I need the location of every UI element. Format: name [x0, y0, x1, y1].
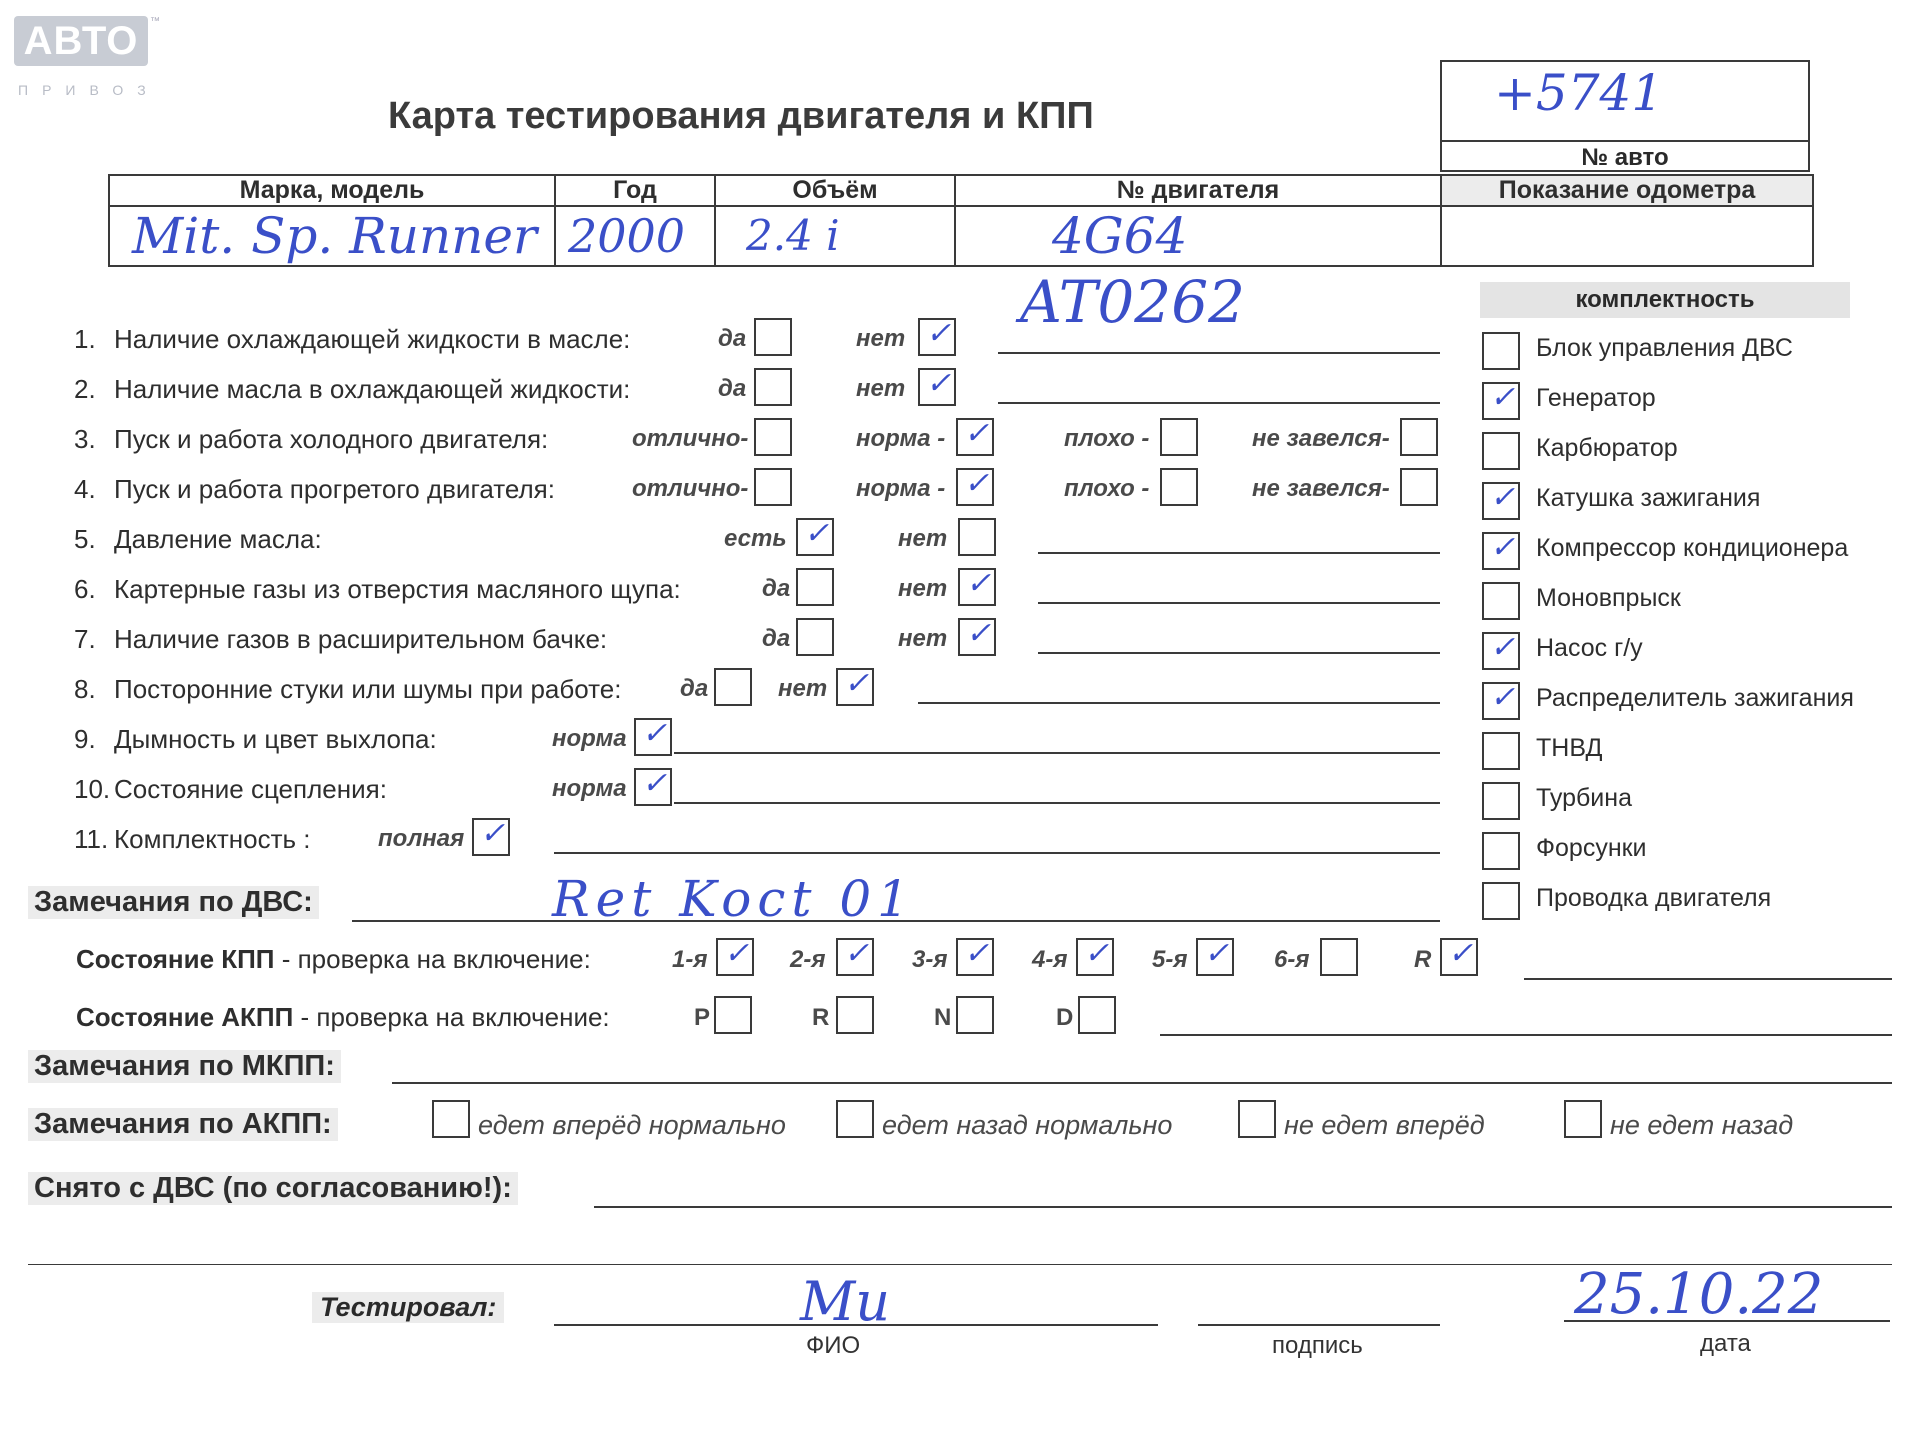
check-mark: ✓	[964, 936, 990, 971]
engine-number-extra: AT0262	[1020, 268, 1246, 336]
fio-caption: ФИО	[806, 1332, 861, 1359]
mkpp-notes-label: Замечания по МКПП:	[28, 1050, 341, 1083]
komplekt-item-label: Форсунки	[1536, 834, 1647, 862]
komplekt-checkbox[interactable]	[1482, 882, 1520, 920]
gear-label: 6-я	[1274, 946, 1310, 973]
item-number: 7.	[74, 624, 96, 654]
akpp-line	[1160, 1034, 1892, 1036]
komplekt-item-label: Моновпрыск	[1536, 584, 1681, 612]
option-label: не завелся-	[1252, 475, 1390, 502]
komplekt-item-label: Генератор	[1536, 384, 1656, 412]
mode-label: N	[934, 1004, 952, 1031]
akpp-notes-label: Замечания по АКПП:	[28, 1108, 338, 1141]
cell-year[interactable]	[555, 206, 715, 266]
check-mark: ✓	[964, 466, 990, 501]
option-checkbox[interactable]	[956, 418, 994, 456]
option-label: отлично-	[632, 425, 749, 452]
item-label: Состояние сцепления:	[114, 774, 387, 804]
check-mark: ✓	[1490, 380, 1516, 415]
option-label: норма -	[856, 475, 946, 502]
option-checkbox[interactable]	[754, 418, 792, 456]
option-label: плохо -	[1064, 475, 1150, 502]
option-checkbox[interactable]	[956, 468, 994, 506]
item-label: Давление масла:	[114, 524, 322, 554]
item-number: 10.	[74, 774, 111, 804]
option-checkbox[interactable]	[754, 368, 792, 406]
cell-make-model[interactable]	[109, 206, 555, 266]
option-checkbox[interactable]	[1400, 418, 1438, 456]
dvs-notes-value[interactable]: Ret Koct 01	[552, 870, 915, 928]
option-checkbox[interactable]	[958, 568, 996, 606]
komplekt-checkbox[interactable]	[1482, 532, 1520, 570]
check-mark: ✓	[480, 816, 506, 851]
option-label: норма -	[856, 425, 946, 452]
item-label: Посторонние стуки или шумы при работе:	[114, 674, 622, 704]
option-label: да	[762, 575, 791, 602]
comment-line[interactable]	[998, 352, 1440, 354]
akpp-note-label: не едет назад	[1610, 1110, 1794, 1140]
item-label: Наличие охлаждающей жидкости в масле:	[114, 324, 631, 354]
komplekt-checkbox[interactable]	[1482, 782, 1520, 820]
check-mark: ✓	[966, 616, 992, 651]
logo-text: АВТО	[14, 16, 148, 66]
option-label: нет	[856, 325, 906, 352]
komplekt-item-label: Блок управления ДВС	[1536, 334, 1793, 362]
item-number: 5.	[74, 524, 96, 554]
option-label: да	[718, 375, 747, 402]
option-label: нет	[856, 375, 906, 402]
check-mark: ✓	[1490, 480, 1516, 515]
komplekt-checkbox[interactable]	[1482, 582, 1520, 620]
date-caption: дата	[1700, 1330, 1751, 1357]
item-number: 4.	[74, 474, 96, 504]
gear-checkbox[interactable]	[836, 938, 874, 976]
option-label: нет	[898, 575, 948, 602]
check-mark: ✓	[844, 666, 870, 701]
removed-label: Снято с ДВС (по согласованию!):	[28, 1172, 518, 1205]
gear-checkbox[interactable]	[1196, 938, 1234, 976]
item-label: Наличие газов в расширительном бачке:	[114, 624, 608, 654]
volume-value: 2.4 i	[746, 211, 840, 260]
gear-checkbox[interactable]	[716, 938, 754, 976]
akpp-note-checkbox[interactable]	[836, 1100, 874, 1138]
comment-line[interactable]	[674, 802, 1440, 804]
check-mark: ✓	[964, 416, 990, 451]
column-volume: Объём	[715, 175, 955, 206]
komplekt-checkbox[interactable]	[1482, 832, 1520, 870]
check-mark: ✓	[1490, 680, 1516, 715]
option-label: да	[718, 325, 747, 352]
gear-label: 3-я	[912, 946, 948, 973]
komplekt-checkbox[interactable]	[1482, 682, 1520, 720]
item-number: 1.	[74, 324, 96, 354]
item-label: Пуск и работа холодного двигателя:	[114, 424, 549, 454]
gear-label: 5-я	[1152, 946, 1188, 973]
akpp-note-label: едет вперёд нормально	[478, 1110, 786, 1140]
option-label: полная	[378, 825, 465, 852]
cell-volume[interactable]	[715, 206, 955, 266]
komplekt-item-label: Карбюратор	[1536, 434, 1678, 462]
mode-checkbox[interactable]	[836, 996, 874, 1034]
column-engine-number: № двигателя	[955, 175, 1441, 206]
option-label: нет	[898, 525, 948, 552]
komplekt-item-label: Турбина	[1536, 784, 1632, 812]
check-mark: ✓	[642, 766, 668, 801]
make-model-value: Mit. Sp. Runner	[132, 207, 537, 265]
option-checkbox[interactable]	[472, 818, 510, 856]
option-label: не завелся-	[1252, 425, 1390, 452]
komplekt-checkbox[interactable]	[1482, 382, 1520, 420]
check-mark: ✓	[1084, 936, 1110, 971]
check-mark: ✓	[1490, 630, 1516, 665]
auto-number-box	[1440, 60, 1810, 172]
year-value: 2000	[568, 209, 686, 263]
check-mark: ✓	[642, 716, 668, 751]
option-checkbox[interactable]	[796, 568, 834, 606]
komplekt-item-label: Насос г/у	[1536, 634, 1643, 662]
comment-line[interactable]	[554, 852, 1440, 854]
item-label: Комплектность :	[114, 824, 311, 854]
check-mark: ✓	[926, 366, 952, 401]
comment-line[interactable]	[998, 402, 1440, 404]
option-label: да	[762, 625, 791, 652]
komplekt-item-label: Распределитель зажигания	[1536, 684, 1854, 712]
comment-line[interactable]	[1038, 652, 1440, 654]
item-number: 2.	[74, 374, 96, 404]
gear-checkbox[interactable]	[1440, 938, 1478, 976]
option-checkbox[interactable]	[754, 318, 792, 356]
item-label: Пуск и работа прогретого двигателя:	[114, 474, 555, 504]
komplekt-item-label: Компрессор кондиционера	[1536, 534, 1849, 562]
check-mark: ✓	[724, 936, 750, 971]
cell-odometer[interactable]	[1441, 206, 1813, 266]
engine-number-value: 4G64	[1052, 207, 1188, 265]
akpp-note-checkbox[interactable]	[1564, 1100, 1602, 1138]
option-checkbox[interactable]	[796, 518, 834, 556]
akpp-note-checkbox[interactable]	[1238, 1100, 1276, 1138]
comment-line[interactable]	[918, 702, 1440, 704]
check-mark: ✓	[1490, 530, 1516, 565]
komplekt-checkbox[interactable]	[1482, 632, 1520, 670]
gear-checkbox[interactable]	[956, 938, 994, 976]
column-odometer: Показание одометра	[1441, 175, 1813, 206]
option-label: плохо -	[1064, 425, 1150, 452]
check-mark: ✓	[966, 566, 992, 601]
option-label: отлично-	[632, 475, 749, 502]
logo-subtitle: ПРИВОЗ	[18, 82, 160, 98]
item-number: 11.	[74, 824, 109, 854]
option-checkbox[interactable]	[918, 368, 956, 406]
check-mark: ✓	[926, 316, 952, 351]
item-label: Картерные газы из отверстия масляного щупа:	[114, 574, 681, 604]
kpp-label: Состояние КПП - проверка на включение:	[76, 944, 591, 974]
check-mark: ✓	[1204, 936, 1230, 971]
komplekt-checkbox[interactable]	[1482, 332, 1520, 370]
gear-label: 1-я	[672, 946, 708, 973]
auto-number-value: +5741	[1494, 64, 1664, 122]
column-year: Год	[555, 175, 715, 206]
check-mark: ✓	[1448, 936, 1474, 971]
option-label: норма	[552, 725, 627, 752]
option-checkbox[interactable]	[958, 618, 996, 656]
komplekt-checkbox[interactable]	[1482, 432, 1520, 470]
vehicle-info-table	[108, 174, 1814, 267]
option-checkbox[interactable]	[836, 668, 874, 706]
sign-line	[1198, 1324, 1440, 1326]
option-checkbox[interactable]	[958, 518, 996, 556]
mode-label: R	[812, 1004, 830, 1031]
mode-checkbox[interactable]	[714, 996, 752, 1034]
column-make-model: Марка, модель	[109, 175, 555, 206]
sign-caption: подпись	[1272, 1332, 1363, 1359]
logo-tm: ™	[150, 16, 160, 27]
option-checkbox[interactable]	[796, 618, 834, 656]
mkpp-notes-line	[392, 1082, 1892, 1084]
page-title: Карта тестирования двигателя и КПП	[388, 95, 1094, 137]
option-label: нет	[898, 625, 948, 652]
option-checkbox[interactable]	[918, 318, 956, 356]
tested-label: Тестировал:	[312, 1292, 504, 1323]
gear-label: R	[1414, 946, 1432, 973]
mode-checkbox[interactable]	[1078, 996, 1116, 1034]
komplekt-checkbox[interactable]	[1482, 732, 1520, 770]
mode-label: D	[1056, 1004, 1074, 1031]
date-value[interactable]: 25.10.22	[1574, 1262, 1824, 1327]
option-label: нет	[778, 675, 828, 702]
cell-engine-number[interactable]	[955, 206, 1441, 266]
check-mark: ✓	[844, 936, 870, 971]
option-label: да	[680, 675, 709, 702]
akpp-label: Состояние АКПП - проверка на включение:	[76, 1002, 610, 1032]
item-label: Наличие масла в охлаждающей жидкости:	[114, 374, 631, 404]
mode-checkbox[interactable]	[956, 996, 994, 1034]
gear-label: 2-я	[790, 946, 826, 973]
option-checkbox[interactable]	[1160, 418, 1198, 456]
komplekt-item-label: Катушка зажигания	[1536, 484, 1761, 512]
item-label: Дымность и цвет выхлопа:	[114, 724, 437, 754]
komplekt-title: комплектность	[1480, 282, 1850, 318]
check-mark: ✓	[804, 516, 830, 551]
gear-label: 4-я	[1032, 946, 1068, 973]
mode-label: P	[694, 1004, 711, 1031]
komplekt-item-label: ТНВД	[1536, 734, 1603, 762]
option-checkbox[interactable]	[1160, 468, 1198, 506]
logo	[14, 16, 160, 98]
option-checkbox[interactable]	[754, 468, 792, 506]
komplekt-checkbox[interactable]	[1482, 482, 1520, 520]
option-checkbox[interactable]	[714, 668, 752, 706]
auto-number-label: № авто	[1581, 144, 1669, 171]
item-number: 3.	[74, 424, 96, 454]
removed-line	[594, 1206, 1892, 1208]
item-number: 8.	[74, 674, 96, 704]
akpp-note-checkbox[interactable]	[432, 1100, 470, 1138]
option-checkbox[interactable]	[634, 768, 672, 806]
gear-checkbox[interactable]	[1320, 938, 1358, 976]
komplekt-item-label: Проводка двигателя	[1536, 884, 1772, 912]
option-checkbox[interactable]	[634, 718, 672, 756]
akpp-note-label: едет назад нормально	[882, 1110, 1173, 1140]
fio-value[interactable]: Ми	[800, 1270, 891, 1333]
option-label: норма	[552, 775, 627, 802]
item-number: 6.	[74, 574, 96, 604]
comment-line[interactable]	[1038, 602, 1440, 604]
comment-line[interactable]	[674, 752, 1440, 754]
option-label: есть	[724, 525, 787, 552]
gear-checkbox[interactable]	[1076, 938, 1114, 976]
item-number: 9.	[74, 724, 96, 754]
kpp-line	[1524, 978, 1892, 980]
option-checkbox[interactable]	[1400, 468, 1438, 506]
dvs-notes-label: Замечания по ДВС:	[28, 886, 319, 919]
comment-line[interactable]	[1038, 552, 1440, 554]
akpp-note-label: не едет вперёд	[1284, 1110, 1485, 1140]
